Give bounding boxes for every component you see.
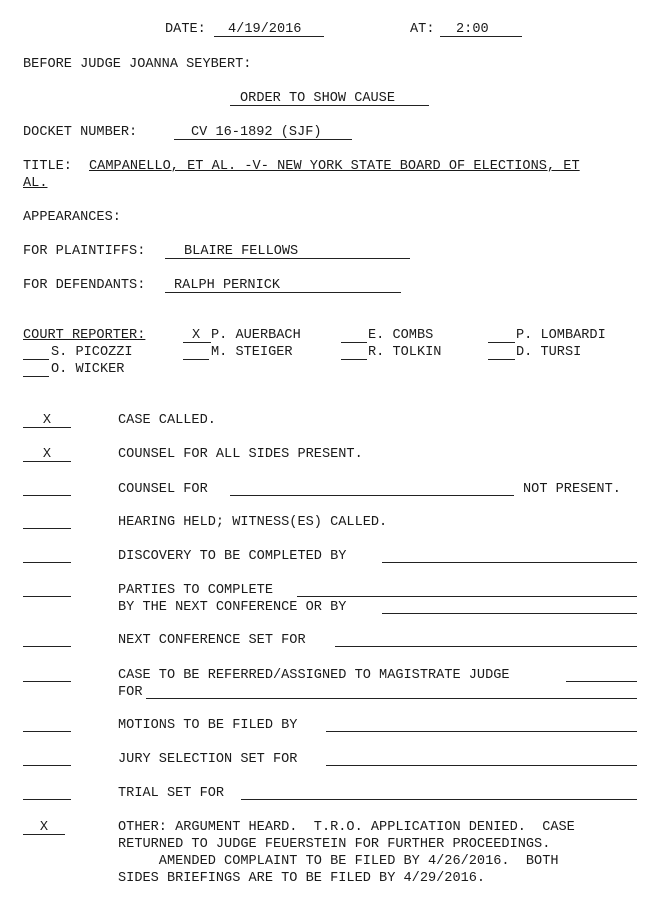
- item-4-blank: [23, 528, 71, 529]
- item-12-line2: RETURNED TO JUDGE FEUERSTEIN FOR FURTHER PROCEEDINGS.: [118, 837, 551, 852]
- item-6-text: PARTIES TO COMPLETE: [118, 583, 273, 598]
- reporter-name-3: P. LOMBARDI: [516, 328, 606, 343]
- item-3-text: COUNSEL FOR: [118, 482, 208, 497]
- item-5-blank: [23, 562, 71, 563]
- item-7-blank: [23, 646, 71, 647]
- reporter-blank-4: [23, 359, 49, 360]
- docket-value: CV 16-1892 (SJF): [191, 125, 322, 140]
- reporter-name-2: E. COMBS: [368, 328, 434, 343]
- item-6-line2: BY THE NEXT CONFERENCE OR BY: [118, 600, 347, 615]
- item-11-fill-line: [241, 799, 637, 800]
- reporter-blank-7: [488, 359, 515, 360]
- item-11-blank: [23, 799, 71, 800]
- item-12-line1: OTHER: ARGUMENT HEARD. T.R.O. APPLICATION DENIED. CASE: [118, 820, 575, 835]
- docket-label: DOCKET NUMBER:: [23, 125, 138, 140]
- item-3-suffix: NOT PRESENT.: [523, 482, 621, 497]
- item-6-fill-line: [297, 596, 637, 597]
- item-2-mark: X: [42, 447, 52, 462]
- reporter-name-8: O. WICKER: [51, 362, 125, 377]
- reporter-blank-5: [183, 359, 209, 360]
- reporter-name-4: S. PICOZZI: [51, 345, 133, 360]
- item-6-blank: [23, 596, 71, 597]
- date-label: DATE:: [165, 22, 206, 37]
- item-1-mark: X: [42, 413, 52, 428]
- at-value: 2:00: [456, 22, 489, 37]
- reporter-check: X: [192, 328, 201, 343]
- reporter-blank-2: [341, 342, 367, 343]
- reporter-name-7: D. TURSI: [516, 345, 582, 360]
- item-8-text: CASE TO BE REFERRED/ASSIGNED TO MAGISTRATE JUDGE: [118, 668, 510, 683]
- reporter-blank-6: [341, 359, 367, 360]
- title-line-1: CAMPANELLO, ET AL. -V- NEW YORK STATE BOARD OF ELECTIONS, ET: [89, 159, 580, 174]
- item-9-fill-line: [326, 731, 637, 732]
- before-judge: BEFORE JUDGE JOANNA SEYBERT:: [23, 57, 252, 72]
- reporter-name-5: M. STEIGER: [211, 345, 293, 360]
- item-10-text: JURY SELECTION SET FOR: [118, 752, 298, 767]
- item-1-text: CASE CALLED.: [118, 413, 216, 428]
- item-11-text: TRIAL SET FOR: [118, 786, 225, 801]
- appearances-label: APPEARANCES:: [23, 210, 121, 225]
- item-5-text: DISCOVERY TO BE COMPLETED BY: [118, 549, 347, 564]
- item-10-fill-line: [326, 765, 637, 766]
- item-12-line4: SIDES BRIEFINGS ARE TO BE FILED BY 4/29/2016.: [118, 871, 486, 886]
- reporter-name-6: R. TOLKIN: [368, 345, 442, 360]
- defendants-label: FOR DEFENDANTS:: [23, 278, 146, 293]
- item-2-text: COUNSEL FOR ALL SIDES PRESENT.: [118, 447, 363, 462]
- at-label: AT:: [410, 22, 435, 37]
- item-7-text: NEXT CONFERENCE SET FOR: [118, 633, 306, 648]
- item-9-text: MOTIONS TO BE FILED BY: [118, 718, 298, 733]
- plaintiffs-value: BLAIRE FELLOWS: [184, 244, 299, 259]
- title-label: TITLE:: [23, 159, 72, 174]
- item-8-fill-line-2: [146, 698, 637, 699]
- court-reporter-label: COURT REPORTER:: [23, 328, 146, 343]
- reporter-name-1: P. AUERBACH: [211, 328, 301, 343]
- item-9-blank: [23, 731, 71, 732]
- date-value: 4/19/2016: [228, 22, 302, 37]
- item-7-fill-line: [335, 646, 637, 647]
- item-12-mark: X: [39, 820, 49, 835]
- reporter-blank-3: [488, 342, 515, 343]
- item-10-blank: [23, 765, 71, 766]
- item-8-fill-line: [566, 681, 637, 682]
- item-6-fill-line-2: [382, 613, 637, 614]
- item-8-blank: [23, 681, 71, 682]
- item-4-text: HEARING HELD; WITNESS(ES) CALLED.: [118, 515, 388, 530]
- item-3-blank: [23, 495, 71, 496]
- item-12-line3: AMENDED COMPLAINT TO BE FILED BY 4/26/2016. BOTH: [118, 854, 559, 869]
- defendants-value: RALPH PERNICK: [174, 278, 281, 293]
- item-3-fill-line: [230, 495, 514, 496]
- title-line-2: AL.: [23, 176, 48, 191]
- reporter-blank-8: [23, 376, 49, 377]
- order-title: ORDER TO SHOW CAUSE: [240, 91, 395, 106]
- plaintiffs-label: FOR PLAINTIFFS:: [23, 244, 146, 259]
- item-5-fill-line: [382, 562, 637, 563]
- item-8-line2: FOR: [118, 685, 143, 700]
